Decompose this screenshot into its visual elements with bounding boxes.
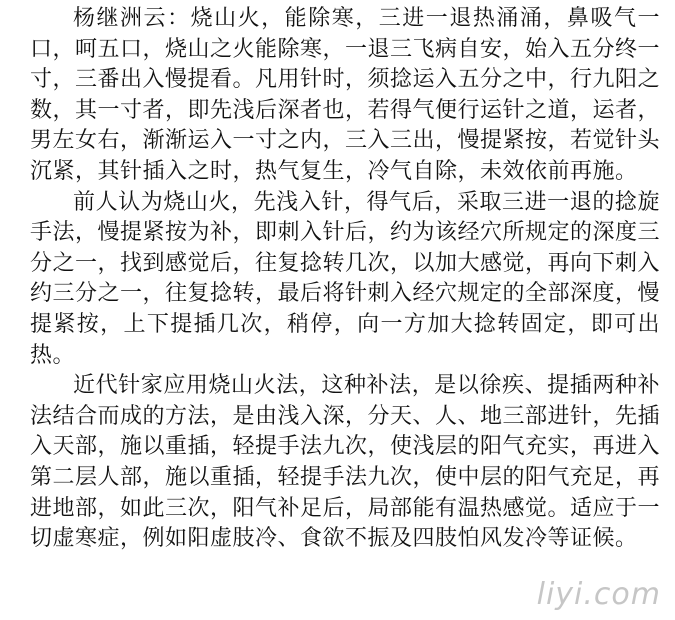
site-watermark: liyi.com <box>536 577 661 612</box>
body-text <box>30 4 660 555</box>
paragraph-modern-method: 近代针家应用烧山火法，这种补法，是以徐疾、提插两种补法结合而成的方法，是由浅入深，分天、人、地三部进针，先插入天部，施以重插，轻提手法九次，使浅层的阳气充实，再进入第二层人部，施以重插，轻提手法九次，使中层的阳气充足，再进地部，如此三次，阳气补足后，局部能有温热感觉。适应于一切虚寒症，例如阳虚肢冷、食欲不振及四肢怕风发冷等证候。 <box>30 373 661 552</box>
paragraph-shaoshanhuo-definition: 杨继洲云：烧山火，能除寒，三进一退热涌涌，鼻吸气一口，呵五口，烧山之火能除寒，一退三飞病自安，始入五分终一寸，三番出入慢提看。凡用针时，须捻运入五分之中，行九阳之数，其一寸者，即先浅后深者也，若得气便行运针之道，运者，男左女右，渐渐运入一寸之内，三入三出，慢提紧按，若觉针头沉紧，其针插入之时，热气复生，冷气自除，未效依前再施。 <box>30 6 661 184</box>
paragraph-classical-method: 前人认为烧山火，先浅入针，得气后，采取三进一退的捻旋手法，慢提紧按为补，即刺入针后，约为该经穴所规定的深度三分之一，找到感觉后，往复捻转几次，以加大感觉，再向下刺入约三分之一，往复捻转，最后将针刺入经穴规定的全部深度，慢提紧按，上下提插几次，稍停，向一方加大捻转固定，即可出热。 <box>30 189 661 368</box>
